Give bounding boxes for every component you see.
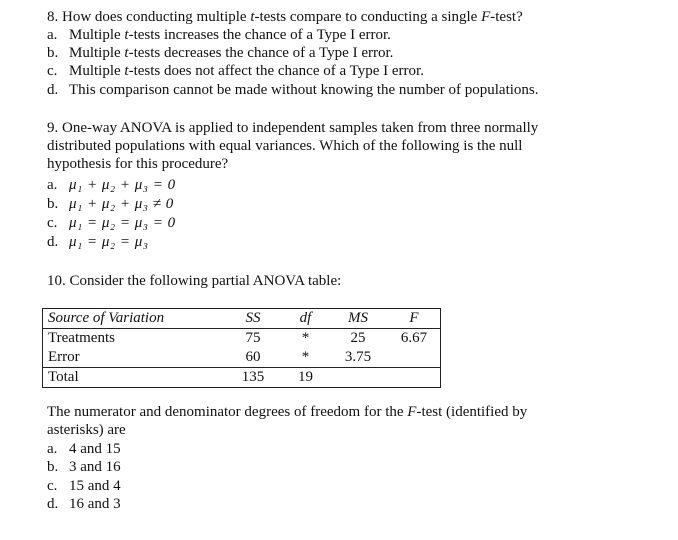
q8-number: 8. xyxy=(47,9,59,25)
q8-option-a: a. Multiple t-tests increases the chance of a Type I error. xyxy=(47,27,391,43)
header-df: df xyxy=(283,309,328,329)
q8-option-c: c. Multiple t-tests does not affect the chance of a Type I error. xyxy=(47,63,424,79)
q9-stem-line1: 9. One-way ANOVA is applied to independent samples taken from three normally xyxy=(47,120,539,136)
table-row: Total 135 19 xyxy=(43,368,441,388)
q9-stem-line2: distributed populations with equal variances. Which of the following is the null xyxy=(47,138,523,154)
q10-followup-line1: The numerator and denominator degrees of freedom for the F-test (identified by xyxy=(47,404,528,420)
header-f: F xyxy=(388,309,441,329)
q9-option-a: a. μ₁ + μ₂ + μ₃ = 0 xyxy=(47,177,176,193)
q10-option-b: b. 3 and 16 xyxy=(47,459,121,475)
q10-option-d: d. 16 and 3 xyxy=(47,496,121,512)
q10-option-a: a. 4 and 15 xyxy=(47,441,121,457)
q9-option-b: b. μ₁ + μ₂ + μ₃ ≠ 0 xyxy=(47,196,174,212)
q10-stem: 10. Consider the following partial ANOVA table: xyxy=(47,273,342,289)
anova-table xyxy=(42,308,441,388)
header-ms: MS xyxy=(328,309,388,329)
q8-option-d: d. This comparison cannot be made without knowing the number of populations. xyxy=(47,82,539,98)
anova-header-row xyxy=(43,309,441,329)
q9-option-d: d. μ₁ = μ₂ = μ₃ xyxy=(47,234,149,250)
header-source: Source of Variation xyxy=(43,309,224,329)
q9-option-c: c. μ₁ = μ₂ = μ₃ = 0 xyxy=(47,215,176,231)
q8-option-b: b. Multiple t-tests decreases the chance of a Type I error. xyxy=(47,45,394,61)
q8-stem: 8. How does conducting multiple t-tests compare to conducting a single F-test? xyxy=(47,9,523,25)
q9-stem-line3: hypothesis for this procedure? xyxy=(47,156,229,172)
table-row: Treatments 75 * 25 6.67 xyxy=(43,329,441,349)
header-ss: SS xyxy=(223,309,283,329)
q10-followup-line2: asterisks) are xyxy=(47,422,126,438)
q10-option-c: c. 15 and 4 xyxy=(47,478,121,494)
table-row: Error 60 * 3.75 xyxy=(43,348,441,368)
